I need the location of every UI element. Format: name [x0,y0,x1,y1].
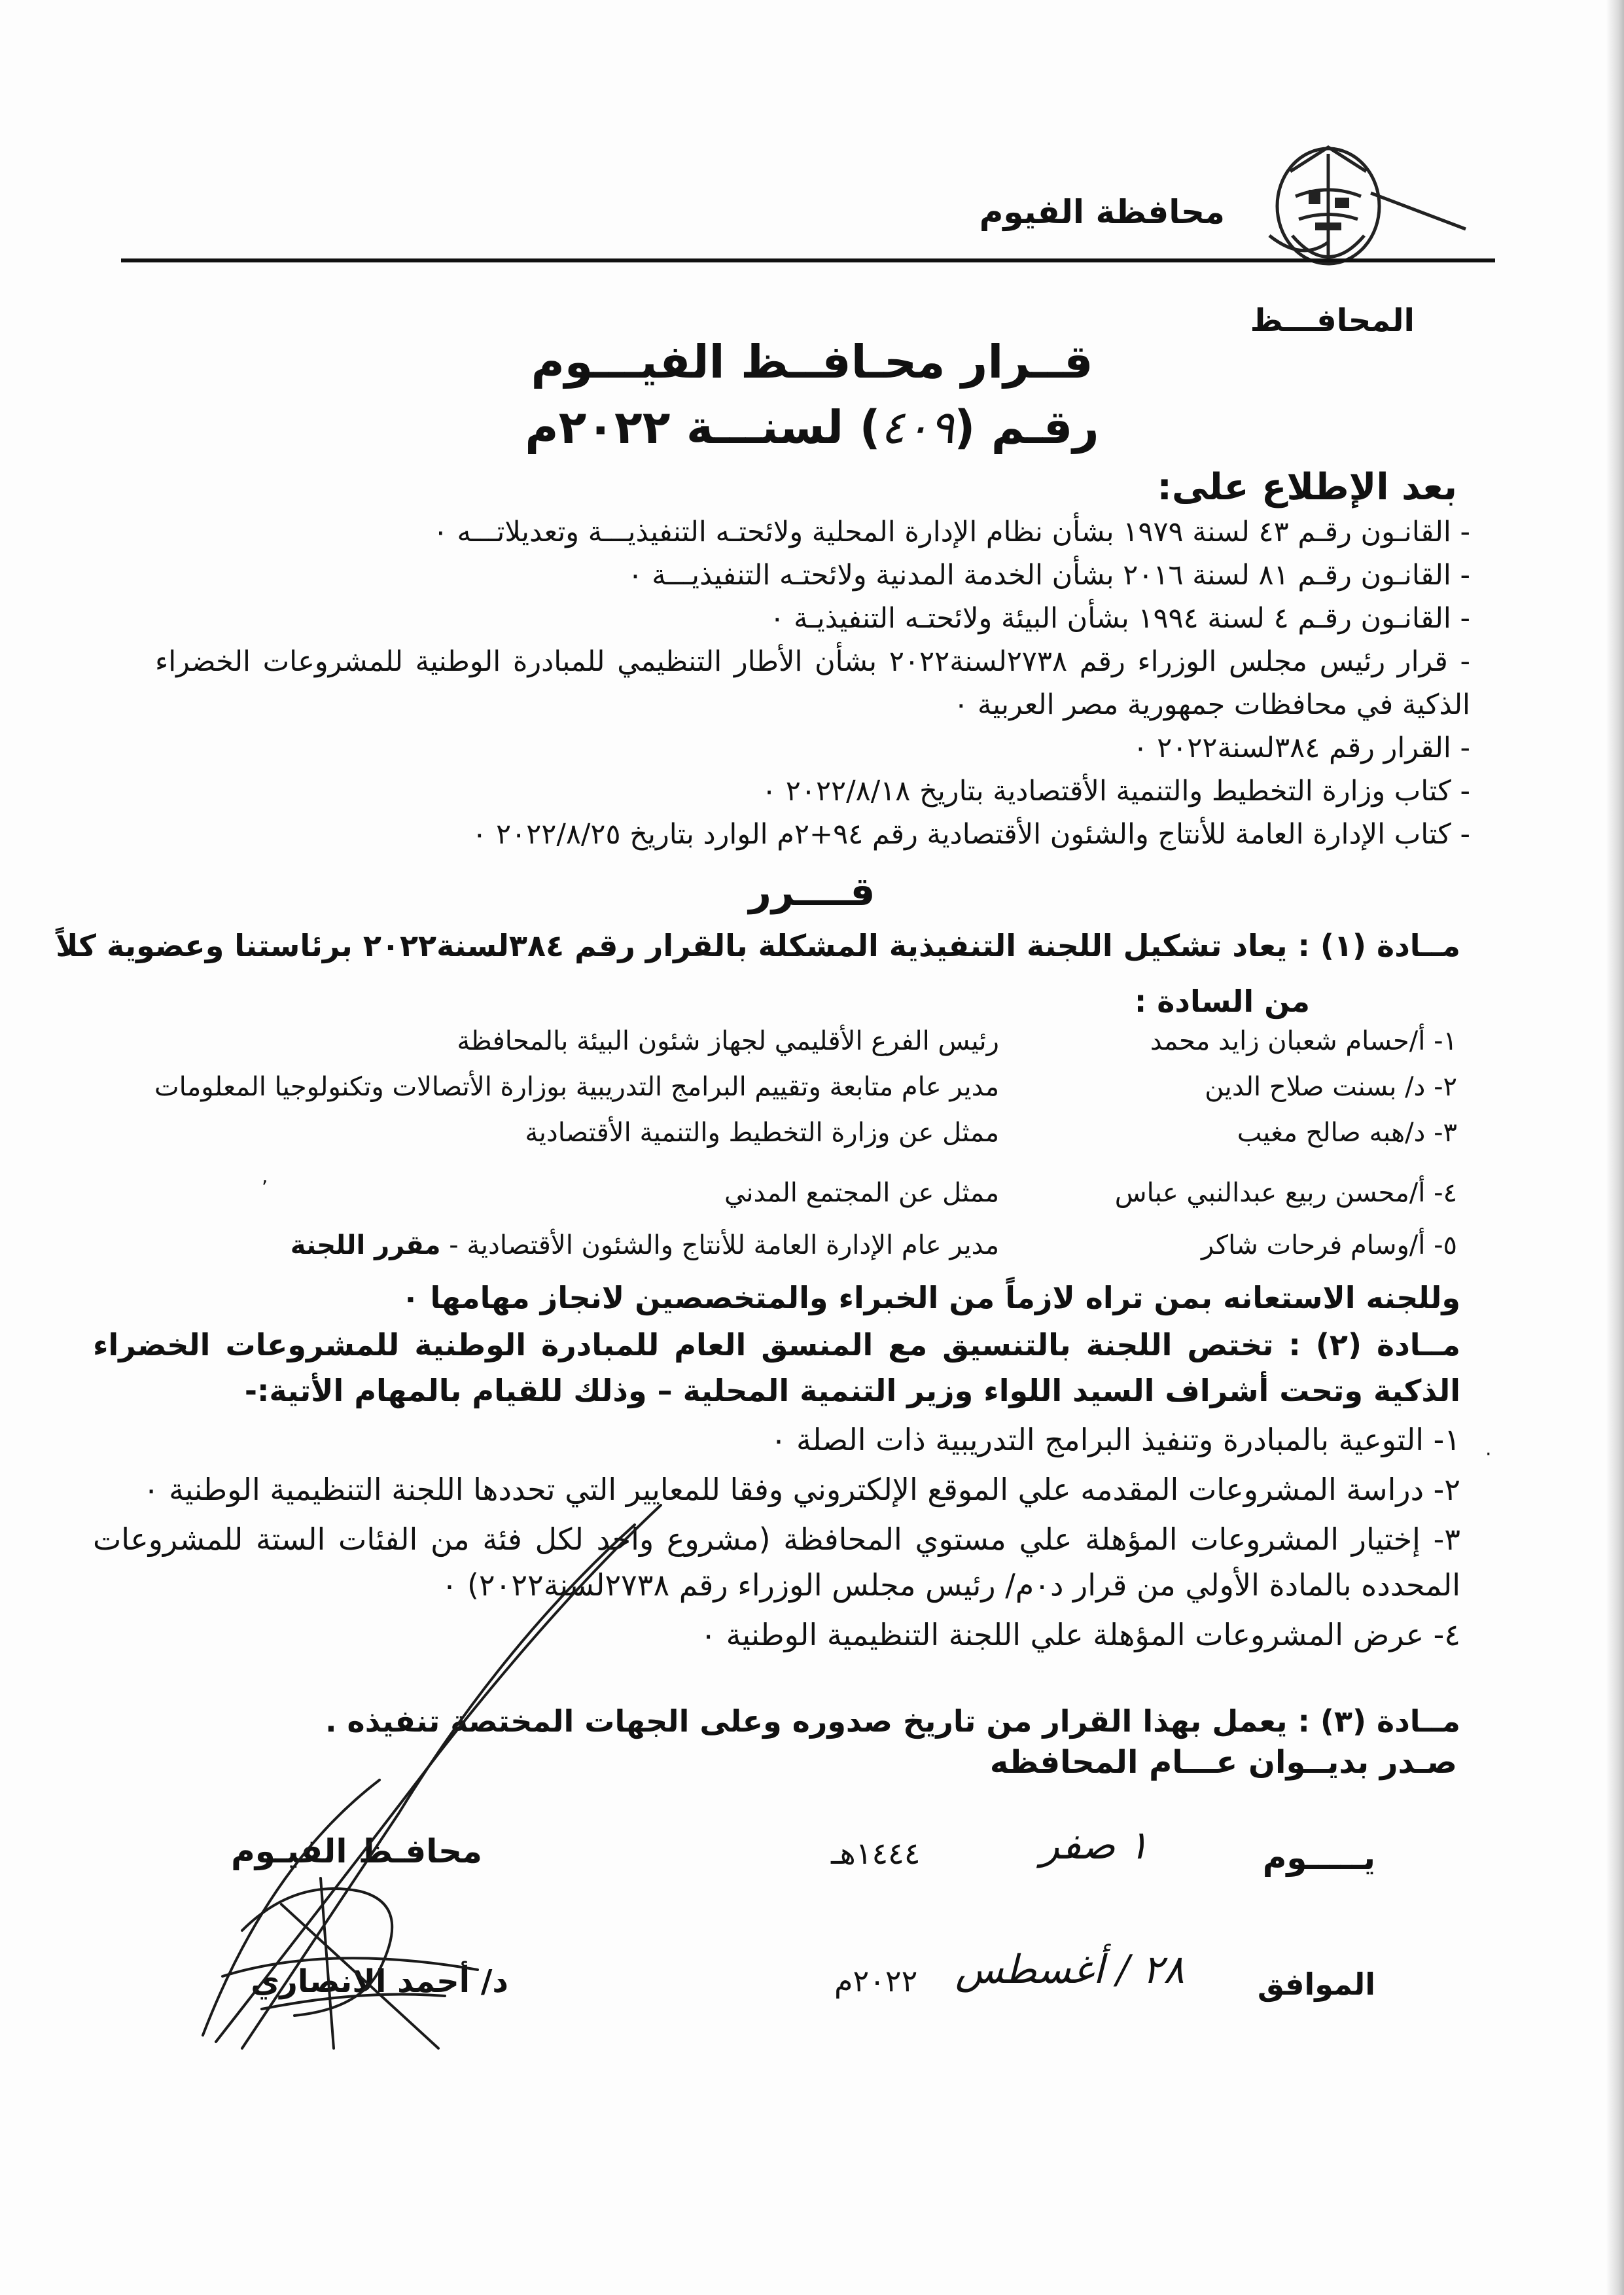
gregorian-date-handwritten: ٢٨ / أغسطس [955,1947,1185,1993]
member-row [50,1118,1457,1165]
member-role: ممثل عن وزارة التخطيط والتنمية الأقتصادية [525,1118,999,1148]
signer-title: محافـظ الفيـوم [231,1832,482,1870]
hijri-year: ١٤٤٤هـ [831,1836,921,1871]
scan-mark: , [262,1165,268,1188]
decision-number: ٤٠٩ [880,400,955,454]
header-divider [121,258,1495,262]
member-row [50,1072,1457,1119]
member-role: رئيس الفرع الأقليمي لجهاز شئون البيئة بالمحافظة [457,1026,999,1056]
member-row [50,1230,1457,1277]
decided-heading: قــــرر [749,869,875,915]
reference-item: - كتاب وزارة التخطيط والتنمية الأقتصادية بتاريخ ٢٠٢٢/٨/١٨ ٠ [761,775,1470,808]
governorate-name: محافظة الفيوم [979,193,1225,231]
scan-mark: · [1485,1443,1492,1466]
decision-number-prefix: رقـم ( [954,400,1099,454]
corresponding-label: الموافق [1257,1966,1375,2002]
member-role: مدير عام متابعة وتقييم البرامج التدريبية بوزارة الأتصالات وتكنولوجيا المعلومات [154,1072,999,1102]
task-item: ٣- إختيار المشروعات المؤهلة علي مستوي المحافظة (مشروع واحد لكل فئة من الفئات الستة للمشروعات المحدده بالمادة الأولي من قرار د٠م/ رئيس مجلس الوزراء رقم ٢٧٣٨لسنة٢٠٢٢) ٠ [93,1521,1460,1603]
governor-label: المحافـــظ [1250,302,1415,339]
hijri-date-handwritten: ١ صفر [1040,1823,1149,1868]
decision-number-line [0,400,1624,454]
reference-item: - القانـون رقـم ٤٣ لسنة ١٩٧٩ بشأن نظام الإدارة المحلية ولائحتـه التنفيذيـــة وتعديلاتـــه ٠ [432,516,1470,548]
article-2-text: مــادة (٢) : تختص اللجنة بالتنسيق مع المنسق العام للمبادرة الوطنية للمشروعات الخضراء الذكية وتحت أشراف السيد اللواء وزير التنمية المحلية – وذلك للقيام بالمهام الأتية:- [93,1327,1461,1408]
member-name: ٢- د/ بسنت صلاح الدين [1205,1072,1457,1102]
handwritten-signature-icon [164,1472,752,2061]
experts-note: وللجنه الاستعانه بمن تراه لازماً من الخبراء والمتخصصين لانجاز مهامها ٠ [401,1280,1460,1315]
references-heading: بعد الإطلاع على: [1157,466,1457,508]
reference-item: - القانـون رقـم ٤ لسنة ١٩٩٤ بشأن البيئة ولائحتـه التنفيذيـة ٠ [769,602,1470,635]
member-role: مدير عام الإدارة العامة للأنتاج والشئون الأقتصادية - مقرر اللجنة [290,1230,999,1260]
reference-item: - قرار رئيس مجلس الوزراء رقم ٢٧٣٨لسنة٢٠٢٢ بشأن الأطار التنظيمي للمبادرة الوطنية للمشروعات الخضراء الذكية في محافظات جمهورية مصر العربية ٠ [155,645,1470,721]
task-item: ١- التوعية بالمبادرة وتنفيذ البرامج التدريبية ذات الصلة ٠ [770,1422,1460,1457]
member-name: ٣- د/هبه صالح مغيب [1237,1118,1457,1148]
task-item: ٤- عرض المشروعات المؤهلة علي اللجنة التنظيمية الوطنية ٠ [700,1617,1460,1652]
references-list [155,510,1470,856]
member-role: ممثل عن المجتمع المدني [724,1178,999,1208]
reference-item: - القانـون رقـم ٨١ لسنة ٢٠١٦ بشأن الخدمة المدنية ولائحتـه التنفيذيـــة ٠ [627,559,1470,592]
member-name: ١- أ/حسام شعبان زايد محمد [1150,1026,1457,1056]
decision-number-suffix: ) لسنـــة ٢٠٢٢م [525,400,881,454]
governorate-emblem-icon [1230,137,1479,288]
member-name: ٥- أ/وسام فرحات شاكر [1201,1230,1457,1260]
decision-title: قــرار محـافــظ الفيـــوم [531,335,1093,389]
task-item: ٢- دراسة المشروعات المقدمه علي الموقع الإلكتروني وفقا للمعايير التي تحددها اللجنة التنظيمية الوطنية ٠ [143,1472,1460,1507]
reference-item: - القرار رقم ٣٨٤لسنة٢٠٢٢ ٠ [1133,732,1470,764]
signer-name: د/ أحمد الانصاري [251,1963,508,2000]
day-label: يـــــوم [1262,1839,1375,1877]
member-row [50,1026,1457,1073]
article-1-text: مــادة (١) : يعاد تشكيل اللجنة التنفيذية المشكلة بالقرار رقم ٣٨٤لسنة٢٠٢٢ برئاستنا وعضوية كلاً [56,928,1460,963]
article-3-text: مــادة (٣) : يعمل بهذا القرار من تاريخ صدوره وعلى الجهات المختصة تنفيذه . [325,1703,1460,1739]
reference-item: - كتاب الإدارة العامة للأنتاج والشئون الأقتصادية رقم ٩٤+٢م الوارد بتاريخ ٢٠٢٢/٨/٢٥ ٠ [472,818,1470,851]
gregorian-year: ٢٠٢٢م [834,1963,918,1999]
members-intro: من السادة : [1134,984,1310,1019]
issued-at: صـدر بديــوان عـــام المحافظه [989,1744,1457,1781]
member-name: ٤- أ/محسن ربيع عبدالنبي عباس [1114,1178,1457,1208]
